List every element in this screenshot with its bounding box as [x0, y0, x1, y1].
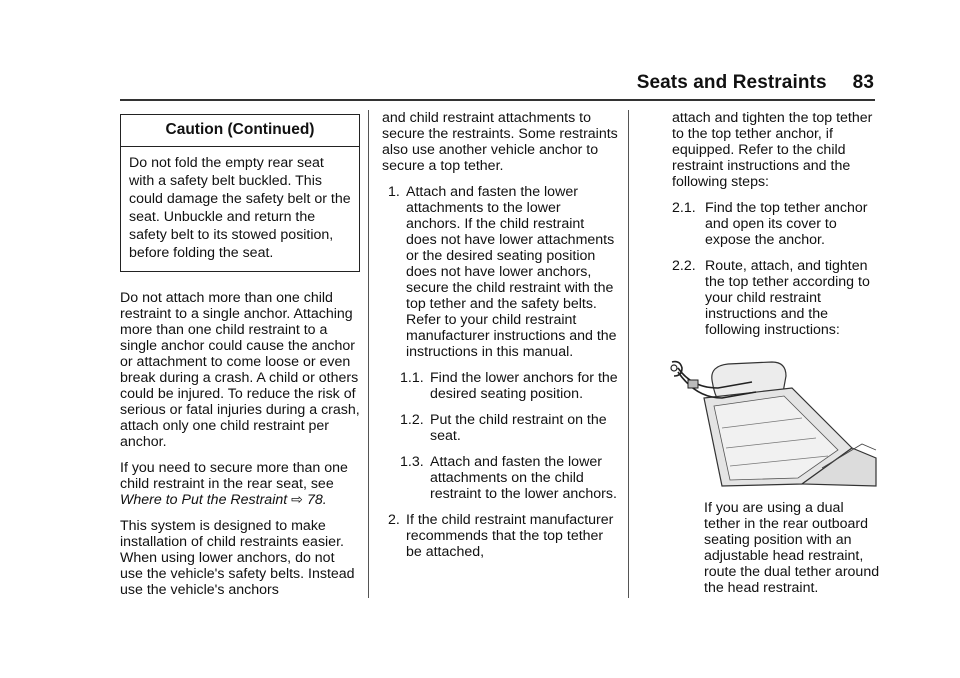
section-title: Seats and Restraints — [636, 72, 827, 93]
list-number: 2.2. — [672, 258, 696, 274]
column-2 — [382, 110, 618, 570]
column-divider — [368, 110, 369, 598]
list-item — [382, 184, 618, 360]
list-text: Find the top tether anchor and open its cover to expose the anchor. — [705, 200, 868, 248]
column-1 — [120, 114, 360, 608]
list-text: If the child restraint manufacturer recommends that the top tether be attached, — [406, 512, 614, 560]
list-number: 2.1. — [672, 200, 696, 216]
paragraph-text: If you need to secure more than one child restraint in the rear seat, see — [120, 460, 348, 492]
cross-reference-link[interactable]: Where to Put the Restraint — [120, 492, 288, 508]
list-number: 1.1. — [400, 370, 424, 386]
sub-list-item — [382, 412, 618, 444]
caution-title: Caution (Continued) — [121, 115, 359, 147]
sub-list-item — [672, 200, 880, 248]
list-text: Find the lower anchors for the desired seating position. — [430, 370, 618, 402]
paragraph: If you are using a dual tether in the rear outboard seating position with an adjustable head restraint, route the dual tether around the head restraint. — [704, 500, 880, 596]
list-number: 1.3. — [400, 454, 424, 470]
paragraph: and child restraint attachments to secure the restraints. Some restraints also use another vehicle anchor to secure a top tether. — [382, 110, 618, 174]
sub-list-item — [672, 258, 880, 338]
list-text: Attach and fasten the lower attachments to the lower anchors. If the child restraint does not have lower attachments or the desired seating position does not have lower anchors, secure the child restraint with the top tether and the safety belts. Refer to your child restraint manufacturer instructions and the instructions in this manual. — [406, 184, 617, 360]
page-ref-icon: ⇨ — [291, 492, 304, 508]
list-number: 2. — [388, 512, 400, 528]
page-ref: 78. — [306, 492, 327, 508]
sub-list-item — [382, 370, 618, 402]
paragraph: Do not attach more than one child restraint to a single anchor. Attaching more than one child restraint to a single anchor could cause the anchor or attachment to come loose or even break during a crash. A child or others could be injured. To reduce the risk of serious or fatal injuries during a crash, attach only one child restraint per anchor. — [120, 290, 360, 450]
paragraph — [120, 460, 360, 508]
page-number: 83 — [852, 72, 874, 93]
list-text: Route, attach, and tighten the top tether according to your child restraint instructions and the following instructions: — [705, 258, 870, 338]
page-header — [637, 72, 874, 94]
caution-body: Do not fold the empty rear seat with a safety belt buckled. This could damage the safety belt or the seat. Unbuckle and return the safety belt to its stowed position, before folding the seat. — [129, 155, 351, 261]
list-text: Put the child restraint on the seat. — [430, 412, 607, 444]
header-rule — [120, 99, 875, 101]
paragraph: attach and tighten the top tether to the top tether anchor, if equipped. Refer to the child restraint instructions and the following steps: — [672, 110, 873, 190]
paragraph: This system is designed to make installation of child restraints easier. When using lower anchors, do not use the vehicle's safety belts. Instead use the vehicle's anchors — [120, 518, 355, 598]
sub-list-item — [382, 454, 618, 502]
list-number: 1.2. — [400, 412, 424, 428]
list-item — [382, 512, 618, 560]
seat-tether-illustration — [652, 358, 878, 488]
caution-box — [120, 114, 360, 272]
list-text: Attach and fasten the lower attachments on the child restraint to the lower anchors. — [430, 454, 617, 502]
column-divider — [628, 110, 629, 598]
column-3 — [672, 110, 880, 596]
list-number: 1. — [388, 184, 400, 200]
